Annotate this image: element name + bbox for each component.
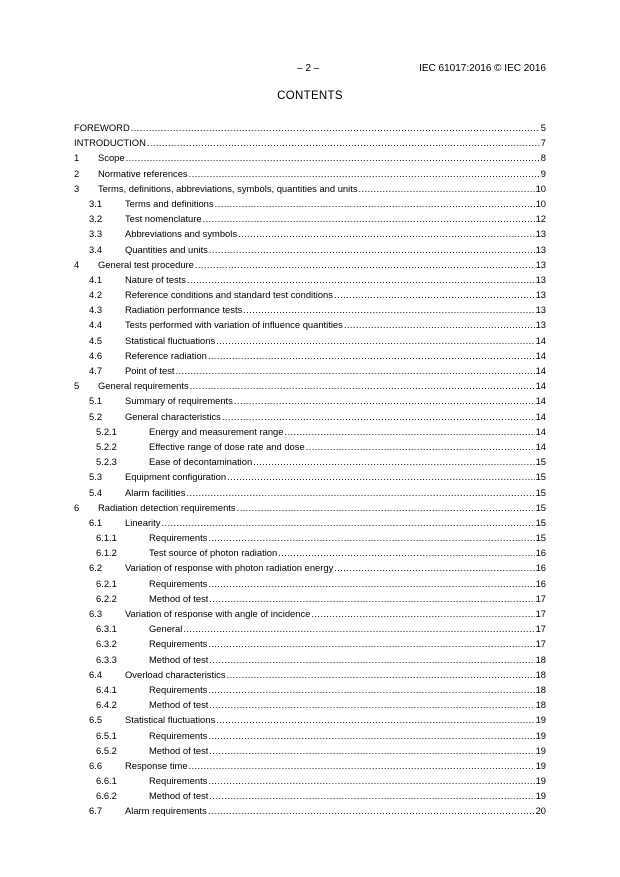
toc-entry-title: Requirements [149, 683, 208, 695]
toc-entry-title: General characteristics [125, 410, 221, 422]
toc-entry[interactable] [74, 545, 546, 560]
toc-entry-page: 19 [535, 759, 546, 771]
toc-entry[interactable] [74, 257, 546, 272]
dot-leader [222, 409, 535, 424]
toc-entry-page: 14 [535, 395, 546, 407]
toc-entry-page: 20 [535, 805, 546, 817]
toc-entry-title: Linearity [125, 516, 161, 528]
toc-entry-page: 13 [535, 273, 546, 285]
toc-entry-title: Test nomenclature [125, 213, 202, 225]
toc-entry-title: Equipment configuration [125, 471, 227, 483]
toc-entry-number: 6 [74, 501, 80, 513]
dot-leader [311, 606, 534, 621]
dot-leader [189, 758, 535, 773]
toc-entry[interactable] [74, 758, 546, 773]
dot-leader [334, 560, 534, 575]
toc-entry-number: 4.1 [89, 273, 103, 285]
dot-leader [203, 211, 535, 226]
toc-entry-page: 14 [535, 440, 546, 452]
toc-entry[interactable] [74, 606, 546, 621]
dot-leader [359, 181, 535, 196]
dot-leader [183, 621, 534, 636]
toc-entry[interactable] [74, 576, 546, 591]
toc-entry[interactable] [74, 135, 546, 150]
toc-entry-title: Radiation performance tests [125, 304, 243, 316]
toc-entry-number: 3.2 [89, 213, 103, 225]
dot-leader [215, 196, 535, 211]
toc-entry-title: Alarm facilities [125, 486, 186, 498]
toc-entry-page: 13 [535, 319, 546, 331]
toc-entry-title: FOREWORD [74, 122, 130, 133]
toc-entry-title: Effective range of dose rate and dose [149, 440, 305, 452]
toc-entry[interactable] [74, 485, 546, 500]
toc-entry-title: Statistical fluctuations [125, 334, 216, 346]
toc-entry-title: General test procedure [98, 258, 194, 270]
toc-entry-page: 15 [535, 471, 546, 483]
toc-entry[interactable] [74, 667, 546, 682]
toc-entry-page: 14 [535, 410, 546, 422]
toc-entry-title: Reference radiation [125, 349, 207, 361]
toc-entry-page: 14 [535, 349, 546, 361]
dot-leader [334, 287, 535, 302]
dot-leader [208, 728, 534, 743]
toc-entry-page: 15 [535, 516, 546, 528]
toc-entry-title: Quantities and units [125, 243, 208, 255]
dot-leader [187, 272, 535, 287]
toc-entry-page: 13 [535, 289, 546, 301]
toc-entry-title: Ease of decontamination [149, 456, 253, 468]
toc-entry[interactable] [74, 333, 546, 348]
toc-entry-title: Variation of response with angle of incidence [125, 608, 311, 619]
dot-leader [227, 667, 535, 682]
toc-entry-page: 19 [535, 729, 546, 741]
dot-leader [216, 333, 534, 348]
dot-leader [216, 712, 534, 727]
dot-leader [208, 530, 534, 545]
toc-entry-page: 15 [535, 486, 546, 498]
toc-entry[interactable] [74, 728, 546, 743]
toc-entry-page: 13 [535, 304, 546, 316]
toc-entry-number: 1 [74, 152, 80, 164]
dot-leader [131, 120, 540, 135]
dot-leader [147, 135, 540, 150]
dot-leader [234, 393, 535, 408]
page-title: CONTENTS [277, 90, 343, 102]
toc-entry[interactable] [74, 317, 546, 332]
toc-entry-number: 3.4 [89, 243, 103, 255]
dot-leader [243, 302, 534, 317]
dot-leader [209, 591, 534, 606]
toc-entry-title: Abbreviations and symbols [125, 228, 238, 240]
dot-leader [237, 500, 535, 515]
dot-leader [253, 454, 534, 469]
toc-entry-title: Alarm requirements [125, 805, 207, 817]
toc-entry-number: 5.2.1 [96, 425, 117, 437]
toc-entry-title: Summary of requirements [125, 395, 233, 407]
toc-entry-title: Test source of photon radiation [149, 547, 278, 559]
toc-entry-number: 6.6.2 [96, 790, 117, 802]
toc-entry-number: 5.2 [89, 410, 103, 422]
toc-entry-title: Statistical fluctuations [125, 714, 216, 726]
toc-entry-number: 4.7 [89, 365, 103, 376]
toc-entry[interactable] [74, 652, 546, 667]
toc-entry-number: 4.5 [89, 334, 103, 346]
toc-entry-title: Terms and definitions [125, 197, 214, 209]
toc-entry-number: 6.3.3 [96, 653, 117, 665]
toc-entry-number: 4.6 [89, 349, 103, 361]
toc-entry[interactable] [74, 196, 546, 211]
page-number: – 2 – [297, 63, 320, 74]
toc-entry-page: 18 [535, 699, 546, 711]
toc-entry-number: 6.2 [89, 562, 103, 574]
toc-entry[interactable] [74, 181, 546, 196]
toc-entry-title: Method of test [149, 653, 209, 665]
toc-entry[interactable] [74, 211, 546, 226]
toc-entry-number: 6.5 [89, 714, 103, 726]
toc-entry[interactable] [74, 409, 546, 424]
toc-entry[interactable] [74, 287, 546, 302]
dot-leader [208, 348, 535, 363]
toc-entry[interactable] [74, 363, 546, 378]
toc-entry-page: 13 [535, 228, 546, 240]
dot-leader [209, 697, 534, 712]
table-of-contents [74, 120, 546, 819]
dot-leader [190, 378, 535, 393]
toc-entry[interactable] [74, 636, 546, 651]
toc-entry[interactable] [74, 515, 546, 530]
toc-entry[interactable] [74, 743, 546, 758]
dot-leader [278, 545, 534, 560]
dot-leader [208, 773, 534, 788]
toc-entry-number: 5 [74, 380, 80, 392]
toc-entry-title: Tests performed with variation of influence quantities [125, 319, 343, 331]
toc-entry[interactable] [74, 500, 546, 515]
toc-entry-page: 7 [540, 137, 546, 149]
toc-entry-title: Normative references [98, 167, 188, 179]
toc-entry-number: 6.4.1 [96, 683, 117, 695]
toc-entry[interactable] [74, 560, 546, 575]
toc-entry[interactable] [74, 166, 546, 181]
toc-entry-number: 6.5.1 [96, 729, 117, 741]
toc-entry[interactable] [74, 788, 546, 803]
dot-leader [195, 257, 535, 272]
dot-leader [208, 636, 534, 651]
dot-leader [208, 576, 534, 591]
toc-entry-number: 3.1 [89, 197, 103, 209]
toc-entry[interactable] [74, 773, 546, 788]
toc-entry[interactable] [74, 712, 546, 727]
toc-entry-title: INTRODUCTION [74, 137, 146, 149]
toc-entry[interactable] [74, 591, 546, 606]
toc-entry-number: 6.3.2 [96, 638, 117, 650]
toc-entry[interactable] [74, 621, 546, 636]
document-reference: IEC 61017:2016 © IEC 2016 [419, 63, 546, 74]
toc-entry[interactable] [74, 226, 546, 241]
toc-entry-title: Point of test [125, 365, 175, 376]
toc-entry-page: 15 [535, 456, 546, 468]
toc-entry-title: Variation of response with photon radiation energy [125, 562, 334, 574]
toc-entry-page: 19 [535, 790, 546, 802]
toc-entry-number: 6.4.2 [96, 699, 117, 711]
toc-entry-page: 9 [540, 167, 546, 179]
dot-leader [209, 652, 534, 667]
toc-entry-number: 6.7 [89, 805, 103, 817]
toc-entry-page: 14 [535, 365, 546, 376]
toc-entry-title: Energy and measurement range [149, 425, 284, 437]
dot-leader [284, 424, 534, 439]
toc-entry[interactable] [74, 439, 546, 454]
toc-entry-page: 16 [535, 562, 546, 574]
toc-entry[interactable] [74, 120, 546, 135]
toc-entry-page: 15 [535, 501, 546, 513]
toc-entry-page: 17 [535, 638, 546, 650]
toc-entry-title: Response time [125, 759, 188, 771]
toc-entry-page: 10 [535, 197, 546, 209]
toc-entry[interactable] [74, 454, 546, 469]
dot-leader [227, 469, 534, 484]
toc-entry-number: 4.3 [89, 304, 103, 316]
toc-entry-page: 18 [535, 653, 546, 665]
dot-leader [306, 439, 535, 454]
toc-entry-number: 6.6.1 [96, 775, 117, 787]
toc-entry[interactable] [74, 272, 546, 287]
toc-entry[interactable] [74, 424, 546, 439]
toc-entry-number: 6.5.2 [96, 744, 117, 756]
toc-entry-title: Method of test [149, 790, 209, 802]
toc-entry-page: 13 [535, 243, 546, 255]
toc-entry-number: 6.6 [89, 759, 103, 771]
toc-entry-number: 6.3.1 [96, 623, 117, 635]
toc-entry-number: 3 [74, 182, 80, 194]
toc-entry[interactable] [74, 803, 546, 818]
toc-entry-title: Radiation detection requirements [98, 501, 236, 513]
toc-entry-number: 5.1 [89, 395, 103, 407]
toc-entry-page: 13 [535, 258, 546, 270]
toc-entry-page: 18 [535, 668, 546, 680]
toc-entry[interactable] [74, 469, 546, 484]
toc-entry-title: Terms, definitions, abbreviations, symbols, quantities and units [98, 182, 358, 194]
toc-entry-number: 6.2.2 [96, 592, 117, 604]
dot-leader [208, 803, 535, 818]
toc-entry-title: Nature of tests [125, 273, 186, 285]
dot-leader [161, 515, 534, 530]
dot-leader [209, 242, 535, 257]
toc-entry[interactable] [74, 150, 546, 165]
toc-entry-page: 14 [535, 425, 546, 437]
toc-entry-number: 5.3 [89, 471, 103, 483]
dot-leader [186, 485, 534, 500]
toc-entry-page: 14 [535, 380, 546, 392]
toc-entry-page: 18 [535, 683, 546, 695]
toc-entry-number: 6.4 [89, 668, 103, 680]
toc-entry-number: 3.3 [89, 228, 103, 240]
toc-entry-page: 19 [535, 744, 546, 756]
toc-entry-page: 12 [535, 213, 546, 225]
toc-entry-title: Scope [98, 152, 125, 164]
toc-entry-title: Requirements [149, 729, 208, 741]
toc-entry-number: 2 [74, 167, 80, 179]
dot-leader [126, 150, 540, 165]
toc-entry-title: Method of test [149, 744, 209, 756]
toc-entry[interactable] [74, 378, 546, 393]
toc-entry-number: 6.1 [89, 516, 103, 528]
toc-entry-page: 19 [535, 714, 546, 726]
toc-entry-page: 14 [535, 334, 546, 346]
toc-entry-title: Reference conditions and standard test conditions [125, 289, 333, 301]
toc-entry-page: 17 [535, 592, 546, 604]
toc-entry-number: 5.2.2 [96, 440, 117, 452]
dot-leader [344, 317, 535, 332]
toc-entry[interactable] [74, 393, 546, 408]
toc-entry[interactable] [74, 530, 546, 545]
toc-entry[interactable] [74, 242, 546, 257]
toc-entry-page: 19 [535, 775, 546, 787]
toc-entry-number: 6.1.1 [96, 532, 117, 544]
toc-entry-page: 8 [540, 152, 546, 164]
toc-entry[interactable] [74, 682, 546, 697]
toc-entry-page: 5 [540, 122, 546, 133]
toc-entry-number: 4.4 [89, 319, 103, 331]
toc-entry-title: Requirements [149, 577, 208, 589]
toc-entry-title: Method of test [149, 699, 209, 711]
toc-entry-number: 5.2.3 [96, 456, 117, 468]
toc-entry-page: 17 [535, 623, 546, 635]
toc-entry-page: 16 [535, 577, 546, 589]
toc-entry-title: Requirements [149, 638, 208, 650]
dot-leader [189, 166, 540, 181]
dot-leader [208, 682, 534, 697]
toc-entry-page: 16 [535, 547, 546, 559]
toc-entry-page: 17 [535, 608, 546, 619]
toc-entry-number: 6.3 [89, 608, 103, 619]
toc-entry-title: Method of test [149, 592, 209, 604]
toc-entry-title: General requirements [98, 380, 189, 392]
toc-entry-title: General [149, 623, 183, 635]
toc-entry-page: 10 [535, 182, 546, 194]
dot-leader [209, 788, 534, 803]
dot-leader [209, 743, 534, 758]
toc-entry-title: Requirements [149, 775, 208, 787]
toc-entry-page: 15 [535, 532, 546, 544]
toc-entry-number: 4 [74, 258, 80, 270]
toc-entry[interactable] [74, 348, 546, 363]
toc-entry-number: 5.4 [89, 486, 103, 498]
dot-leader [238, 226, 535, 241]
toc-entry-number: 4.2 [89, 289, 103, 301]
toc-entry[interactable] [74, 697, 546, 712]
toc-entry-title: Overload characteristics [125, 668, 226, 680]
toc-entry-title: Requirements [149, 532, 208, 544]
toc-entry-number: 6.2.1 [96, 577, 117, 589]
toc-entry-number: 6.1.2 [96, 547, 117, 559]
toc-entry[interactable] [74, 302, 546, 317]
dot-leader [176, 363, 535, 378]
